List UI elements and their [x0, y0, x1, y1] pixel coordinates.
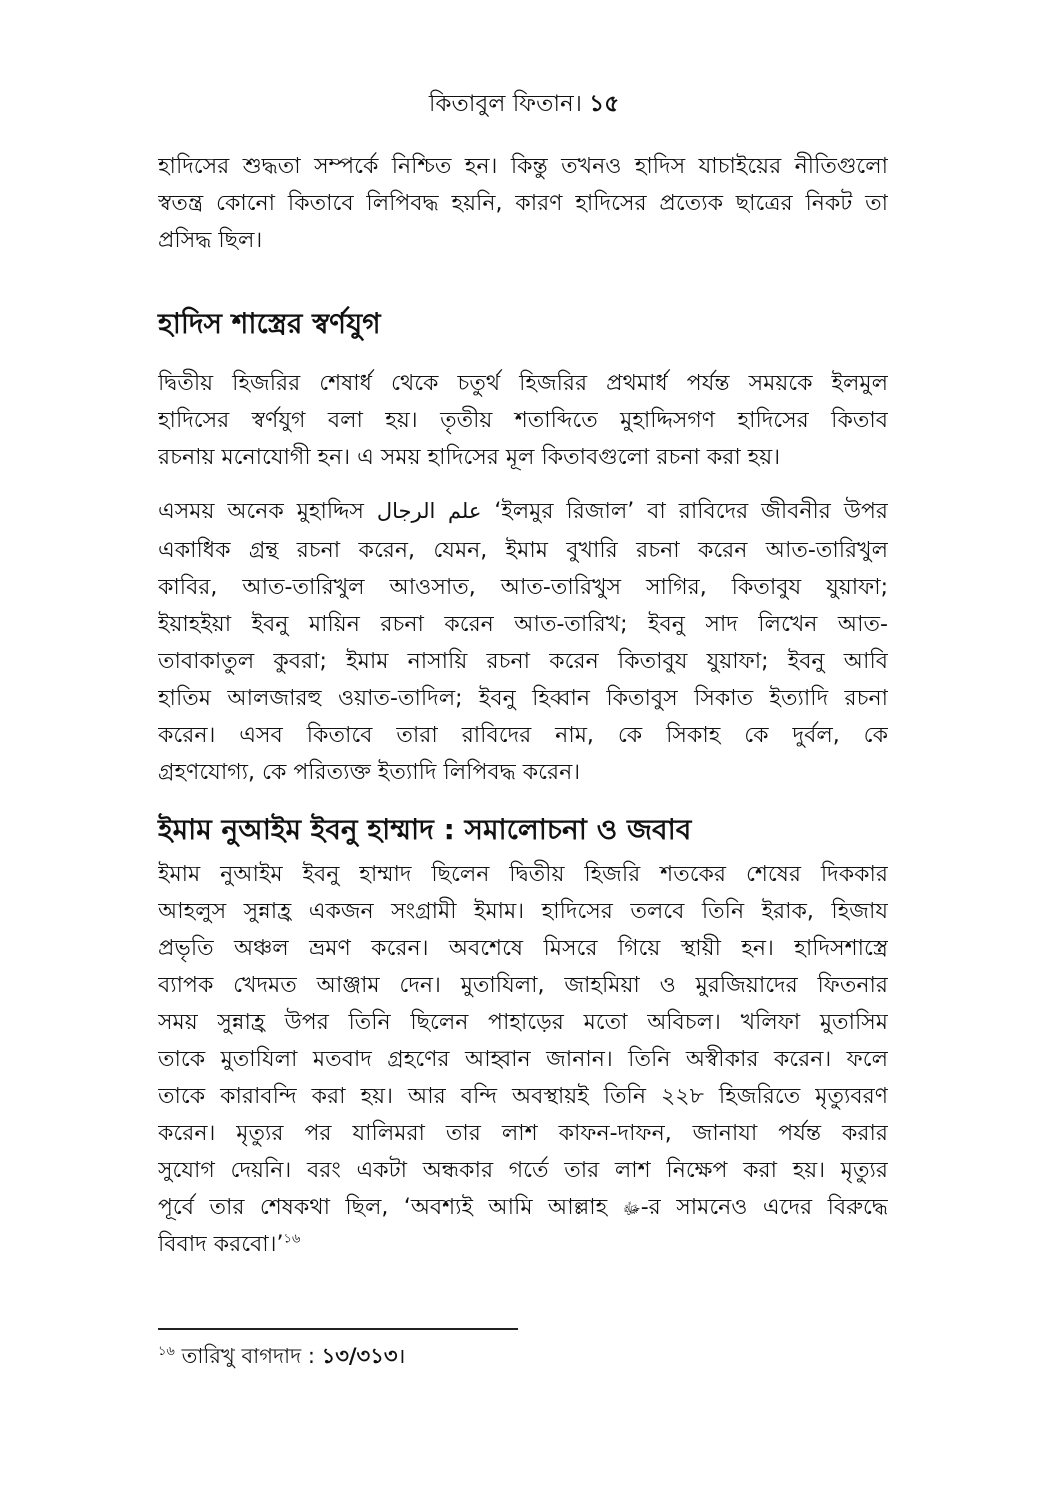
- text-line: হাদিসের স্বর্ণযুগ বলা হয়। তৃতীয় শতাব্দিতে মুহাদ্দিসগণ হাদিসের কিতাব: [158, 408, 888, 433]
- text-line: সময় সুন্নাহ্র উপর তিনি ছিলেন পাহাড়ের মতো অবিচল। খলিফা মুতাসিম: [158, 1010, 888, 1035]
- text-line: হাদিসের শুদ্ধতা সম্পর্কে নিশ্চিত হন। কিন্তু তখনও হাদিস যাচাইয়ের নীতিগুলো: [158, 154, 888, 179]
- intro-paragraph: [158, 148, 888, 259]
- text-line: [158, 1189, 888, 1226]
- text-line: [158, 490, 888, 532]
- footnote-text: তারিখু বাগদাদ :: [181, 1344, 315, 1368]
- text-run: পূর্বে তার শেষকথা ছিল, ‘অবশ্যই আমি আল্লাহ: [158, 1195, 608, 1220]
- text-line: আহলুস সুন্নাহ্র একজন সংগ্রামী ইমাম। হাদিসের তলবে তিনি ইরাক, হিজায: [158, 899, 888, 924]
- text-run: বিবাদ করবো।’: [158, 1232, 284, 1257]
- text-line: স্বতন্ত্র কোনো কিতাবে লিপিবদ্ধ হয়নি, কারণ হাদিসের প্রত্যেক ছাত্রের নিকট তা: [158, 191, 888, 216]
- section2-paragraph: [158, 856, 888, 1263]
- running-head: [0, 88, 1048, 120]
- footnote: [158, 1340, 405, 1372]
- text-line: ব্যাপক খেদমত আঞ্জাম দেন। মুতাযিলা, জাহমিয়া ও মুরজিয়াদের ফিতনার: [158, 973, 888, 998]
- page-number: ১৫: [589, 91, 620, 117]
- text-line: হাতিম আলজারহু ওয়াত-তাদিল; ইবনু হিব্বান কিতাবুস সিকাত ইত্যাদি রচনা: [158, 686, 888, 711]
- text-line: তাকে কারাবন্দি করা হয়। আর বন্দি অবস্থায়ই তিনি ২২৮ হিজরিতে মৃত্যুবরণ: [158, 1084, 888, 1109]
- text-line: প্রসিদ্ধ ছিল।: [158, 228, 263, 253]
- arabic-term: علم الرجال: [376, 499, 482, 523]
- text-line: [158, 1226, 888, 1263]
- footnote-end: ।: [397, 1344, 406, 1368]
- text-line: ইয়াহইয়া ইবনু মায়িন রচনা করেন আত-তারিখ; ইবনু সাদ লিখেন আত-: [158, 612, 888, 637]
- text-line: তাকে মুতাযিলা মতবাদ গ্রহণের আহ্বান জানান। তিনি অস্বীকার করেন। ফলে: [158, 1047, 888, 1072]
- footnote-divider: [158, 1328, 518, 1330]
- text-line: একাধিক গ্রন্থ রচনা করেন, যেমন, ইমাম বুখারি রচনা করেন আত-তারিখুল: [158, 538, 888, 563]
- text-run: ‘ইলমুর রিজাল’ বা রাবিদের জীবনীর উপর: [494, 499, 888, 524]
- text-line: গ্রহণযোগ্য, কে পরিত্যক্ত ইত্যাদি লিপিবদ্ধ করেন।: [158, 760, 581, 785]
- text-line: প্রভৃতি অঞ্চল ভ্রমণ করেন। অবশেষে মিসরে গিয়ে স্থায়ী হন। হাদিসশাস্ত্রে: [158, 936, 888, 961]
- section1-paragraph-1: [158, 365, 888, 476]
- text-line: তাবাকাতুল কুবরা; ইমাম নাসায়ি রচনা করেন কিতাবুয যুয়াফা; ইবনু আবি: [158, 649, 888, 674]
- text-line: কাবির, আত-তারিখুল আওসাত, আত-তারিখুস সাগির, কিতাবুয যুয়াফা;: [158, 575, 888, 600]
- text-line: করেন। মৃত্যুর পর যালিমরা তার লাশ কাফন-দাফন, জানাযা পর্যন্ত করার: [158, 1121, 888, 1146]
- section-heading: হাদিস শাস্ত্রের স্বর্ণযুগ: [158, 307, 381, 340]
- honorific-glyph-icon: ﷻ: [622, 1199, 641, 1218]
- footnote-marker[interactable]: ১৬: [283, 1231, 301, 1247]
- book-title: কিতাবুল ফিতান।: [428, 91, 582, 117]
- text-line: ইমাম নুআইম ইবনু হাম্মাদ ছিলেন দ্বিতীয় হিজরি শতকের শেষের দিককার: [158, 862, 888, 887]
- text-line: সুযোগ দেয়নি। বরং একটা অন্ধকার গর্তে তার লাশ নিক্ষেপ করা হয়। মৃত্যুর: [158, 1158, 888, 1183]
- text-run: -র সামনেও এদের বিরুদ্ধে: [640, 1195, 888, 1220]
- text-run: এসময় অনেক মুহাদ্দিস: [158, 499, 364, 524]
- footnote-reference: ১৩/৩১৩: [321, 1344, 398, 1368]
- text-line: রচনায় মনোযোগী হন। এ সময় হাদিসের মূল কিতাবগুলো রচনা করা হয়।: [158, 445, 781, 470]
- footnote-number: ১৬: [158, 1344, 175, 1359]
- text-line: করেন। এসব কিতাবে তারা রাবিদের নাম, কে সিকাহ কে দুর্বল, কে: [158, 723, 888, 748]
- section1-paragraph-2: [158, 490, 888, 791]
- section-heading: ইমাম নুআইম ইবনু হাম্মাদ : সমালোচনা ও জবাব: [158, 813, 692, 846]
- text-line: দ্বিতীয় হিজরির শেষার্ধ থেকে চতুর্থ হিজরির প্রথমার্ধ পর্যন্ত সময়কে ইলমুল: [158, 371, 888, 396]
